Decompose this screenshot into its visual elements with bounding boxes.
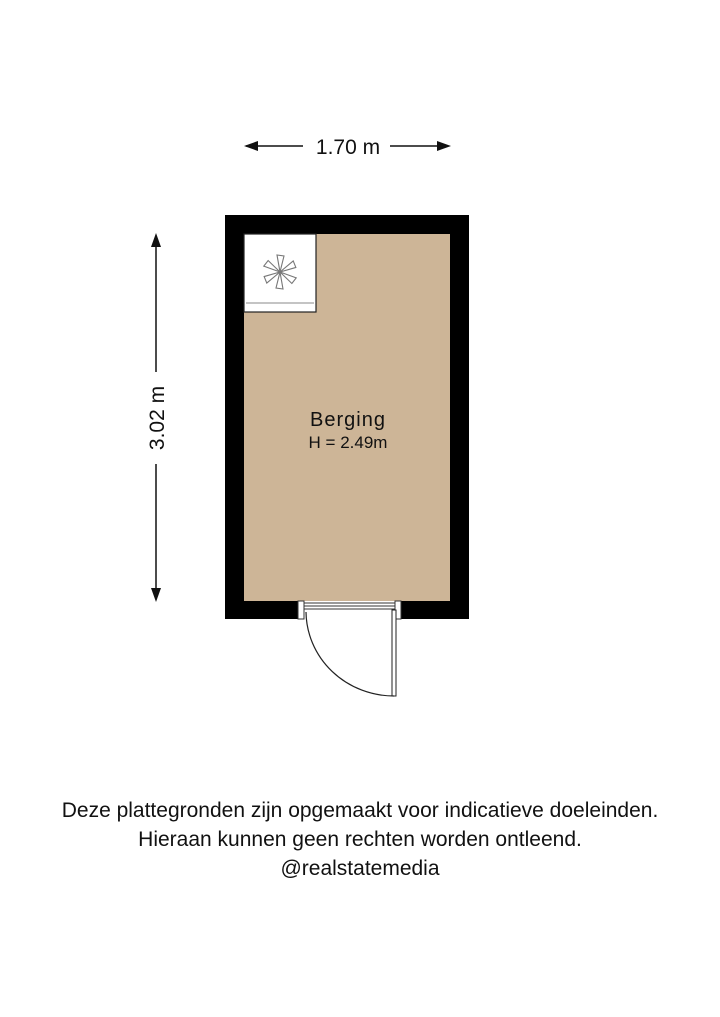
disclaimer [0,796,720,883]
width-dimension [244,136,451,159]
depth-dimension-label: 3.02 m [146,385,169,451]
door-swing-icon [306,610,396,696]
disclaimer-line-1: Deze plattegronden zijn opgemaakt voor indicatieve doeleinden. [61,799,659,822]
disclaimer-line-3: @realstatemedia [280,857,440,880]
room-height: H = 2.49m [308,433,388,452]
width-dimension-label: 1.70 m [315,136,381,159]
utility-unit [244,234,316,312]
disclaimer-line-2: Hieraan kunnen geen rechten worden ontleend. [138,828,582,851]
door-opening [298,601,401,619]
depth-dimension [146,233,169,602]
room-name: Berging [310,409,386,431]
